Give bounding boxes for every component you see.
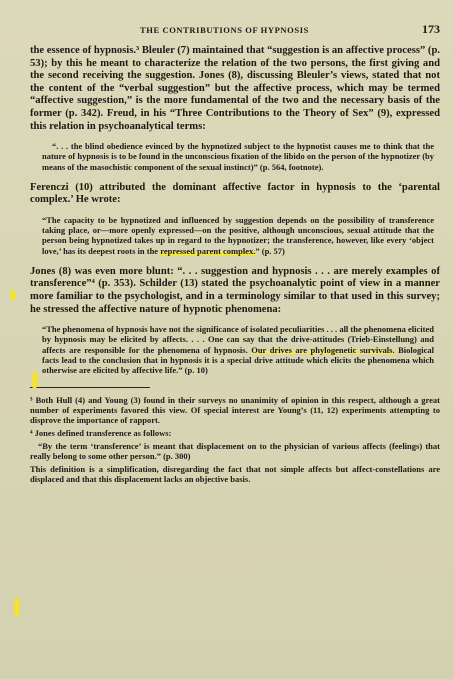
footnote-4-quote-text: “By the term ‘transference’ is meant that displacement on to the physician of various affects (feelings) that really belong to some other person.” (p. 300) <box>30 441 440 462</box>
freud-quote-text: “. . . the blind obedience evinced by the hypnotized subject to the hypnotist causes me to think that the nature of hypnosis is to be found in the unconscious fixation of the libido on the person of the hypnotizer (by means of the masochistic component of the sexual instinct)” (p. 564, footnote). <box>42 141 434 172</box>
footnote-4-intro: ⁴ Jones defined transference as follows: <box>30 428 172 439</box>
footnote-3: ³ Both Hull (4) and Young (3) found in their surveys no unanimity of opinion in this respect, although a great number of experiments favored this view. Of special interest are Young’s (11, 12) experiments attempting to disprove the importance of rapport. <box>30 395 440 426</box>
paragraph-1: the essence of hypnosis.³ Bleuler (7) maintained that “suggestion is an affective process” (p. 53); by this he meant to characterize the relation of the two persons, the first giving and the second receiving the suggestion. Jones (8), discussing Bleuler’s views, stated that not the content of the “verbal suggestion” but the affective process, which may be termed “affective suggestion,” is the more fundamental of the two and the necessary basis of the former (p. 342). Freud, in his “Three Contributions to the Theory of Sex” (9), expressed this relation in psychoanalytical terms: <box>30 45 440 132</box>
ferenczi-quote-citation: ” (p. 57) <box>255 245 285 256</box>
margin-highlight-mark <box>10 290 15 300</box>
freud-quote <box>42 141 434 172</box>
footnote-4-quote <box>30 441 440 461</box>
ferenczi-quote <box>42 215 434 256</box>
margin-highlight-mark <box>32 372 37 388</box>
margin-highlight-mark <box>14 598 19 616</box>
page-number: 173 <box>422 22 440 36</box>
schilder-quote <box>42 324 434 375</box>
schilder-quote-rest: Biological facts lead to the conclusion that in hypnosis it is a special drive attitude which elicits the phenomena which otherwise are elicited by affective life.” (p. 10) <box>42 344 434 375</box>
ferenczi-quote-text: “The capacity to be hypnotized and influenced by suggestion depends on the possibility of transference taking place, or—more openly expressed—on the positive, although unconscious, sexual attitude that the person being hypnotized takes up in regard to the hypnotizer; the transference, however, like every ‘object love,’ has its deepest roots in the <box>42 214 434 256</box>
paragraph-2: Ferenczi (10) attributed the dominant affective factor in hypnosis to the ‘parental complex.’ He wrote: <box>30 181 440 206</box>
running-title: THE CONTRIBUTIONS OF HYPNOSIS <box>140 25 309 35</box>
schilder-quote-text: “The phenomena of hypnosis have not the significance of isolated peculiarities . . . all the phenomena elicited by hypnosis may be elicited by affects. . . . One can say that the drive-attitudes (Trieb-Einstellung) and affects are responsible for the phenomena of hypnosis. <box>42 324 434 355</box>
running-head <box>30 22 440 37</box>
schilder-quote-highlight: Our drives are phylogenetic survivals. <box>251 344 395 355</box>
footnote-divider <box>30 387 150 388</box>
ferenczi-quote-highlight: repressed parent complex. <box>160 245 256 256</box>
footnote-4-rest: This definition is a simplification, disregarding the fact that not simple affects but affect-constellations are displaced and that this displacement lacks an objective basis. <box>30 464 440 485</box>
paragraph-3: Jones (8) was even more blunt: “. . . suggestion and hypnosis . . . are merely examples of transference”⁴ (p. 353). Schilder (13) stated the psychoanalytic point of view in a manner more familiar to the psychologist, and in a terminology similar to that used in this survey; he stressed the affective nature of hypnotic phenomena: <box>30 265 440 315</box>
